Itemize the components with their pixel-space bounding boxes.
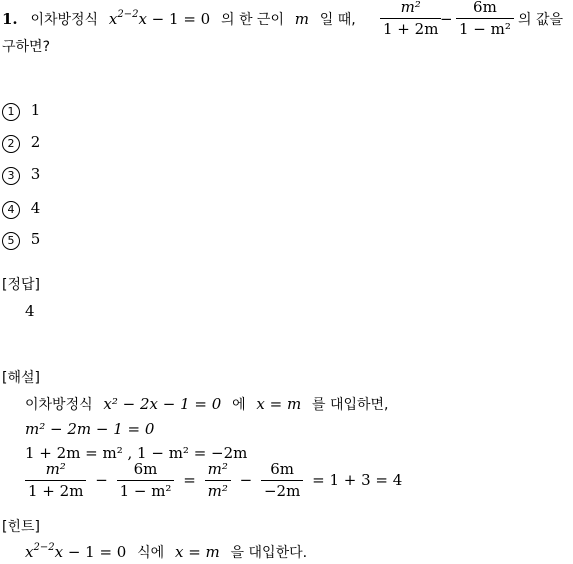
question-number: 1. bbox=[2, 10, 18, 28]
question-text-c: 일 때, bbox=[319, 12, 356, 28]
exp-frac-3 bbox=[205, 462, 231, 499]
answer-label: [정답] bbox=[2, 277, 40, 293]
answer-value: 4 bbox=[25, 302, 35, 320]
choice-3[interactable] bbox=[2, 167, 40, 185]
question-text-b: 의 한 근이 bbox=[220, 12, 284, 28]
question-text-a: 이차방정식 bbox=[30, 12, 99, 28]
question-text-d: 의 값을 bbox=[518, 12, 564, 28]
choice-5[interactable] bbox=[2, 232, 40, 250]
exp-frac-3-num: m² bbox=[205, 462, 231, 481]
hint-text-a: 식에 bbox=[137, 545, 165, 561]
question-line-1 bbox=[2, 9, 356, 28]
explanation-line-1 bbox=[25, 397, 389, 412]
frac2-numerator: 6m bbox=[456, 0, 514, 19]
hint-line bbox=[25, 542, 308, 561]
choice-1-value: 1 bbox=[30, 101, 41, 119]
explanation-line1-c: 를 대입하면, bbox=[311, 397, 389, 413]
question-var: m bbox=[294, 10, 309, 28]
exp-frac-3-den: m² bbox=[207, 482, 228, 500]
choice-3-value: 3 bbox=[30, 165, 41, 183]
exp-frac-4 bbox=[261, 462, 303, 499]
choice-4-mark: 4 bbox=[2, 201, 20, 219]
exp-result: = 1 + 3 = 4 bbox=[312, 470, 403, 489]
question-fraction-1 bbox=[380, 0, 441, 37]
explanation-label: [해설] bbox=[2, 370, 40, 386]
frac1-numerator: m² bbox=[380, 0, 441, 19]
hint-equation: $x^{2-2}x - 1 = 0$ bbox=[25, 542, 127, 561]
exp-frac-2-den: 1 − m² bbox=[119, 482, 172, 500]
choice-5-value: 5 bbox=[30, 230, 41, 248]
choice-1-mark: 1 bbox=[2, 103, 20, 121]
exp-frac-4-den: −2m bbox=[263, 482, 301, 500]
hint-label: [힌트] bbox=[2, 519, 40, 535]
exp-frac-2 bbox=[117, 462, 175, 499]
choice-5-mark: 5 bbox=[2, 232, 20, 250]
explanation-line-3: 1 + 2m = m² , 1 − m² = −2m bbox=[25, 444, 248, 462]
explanation-line1-b: 에 bbox=[232, 397, 246, 413]
explanation-equation: $\frac{\text{m²}}{1 + 2m}$ − $\frac{6m}{\text{1 − m²}}$ = $\frac{\text{m²}}{\text{m²}}$ − $\frac{6m}{-2m}$ = 1 + 3 = 4 bbox=[25, 462, 402, 499]
explanation-line1-eq: x² − 2x − 1 = 0 bbox=[103, 395, 222, 413]
question-text-e: 구하면? bbox=[2, 39, 51, 55]
choice-4[interactable] bbox=[2, 201, 40, 219]
choice-2-value: 2 bbox=[30, 133, 41, 151]
choice-2-mark: 2 bbox=[2, 135, 20, 153]
explanation-line1-a: 이차방정식 bbox=[25, 397, 93, 413]
frac2-denominator: 1 − m² bbox=[459, 20, 511, 38]
exp-frac-2-num: 6m bbox=[117, 462, 175, 481]
hint-text-b: 을 대입한다. bbox=[230, 545, 308, 561]
exp-frac-1-num: m² bbox=[25, 462, 86, 481]
question-fraction-2 bbox=[456, 0, 514, 37]
question-equation: $x^{2-2}x - 1 = 0$ bbox=[108, 9, 211, 28]
choice-1[interactable] bbox=[2, 103, 40, 121]
exp-frac-1 bbox=[25, 462, 86, 499]
choice-4-value: 4 bbox=[30, 199, 41, 217]
explanation-line1-sub: x = m bbox=[256, 395, 302, 413]
question-minus: − bbox=[440, 10, 453, 28]
hint-sub: x = m bbox=[174, 543, 220, 561]
frac1-denominator: 1 + 2m bbox=[383, 20, 439, 38]
explanation-line-2: m² − 2m − 1 = 0 bbox=[25, 420, 155, 438]
exp-frac-1-den: 1 + 2m bbox=[28, 482, 84, 500]
choice-3-mark: 3 bbox=[2, 167, 20, 185]
choice-2[interactable] bbox=[2, 135, 40, 153]
exp-frac-4-num: 6m bbox=[261, 462, 303, 481]
